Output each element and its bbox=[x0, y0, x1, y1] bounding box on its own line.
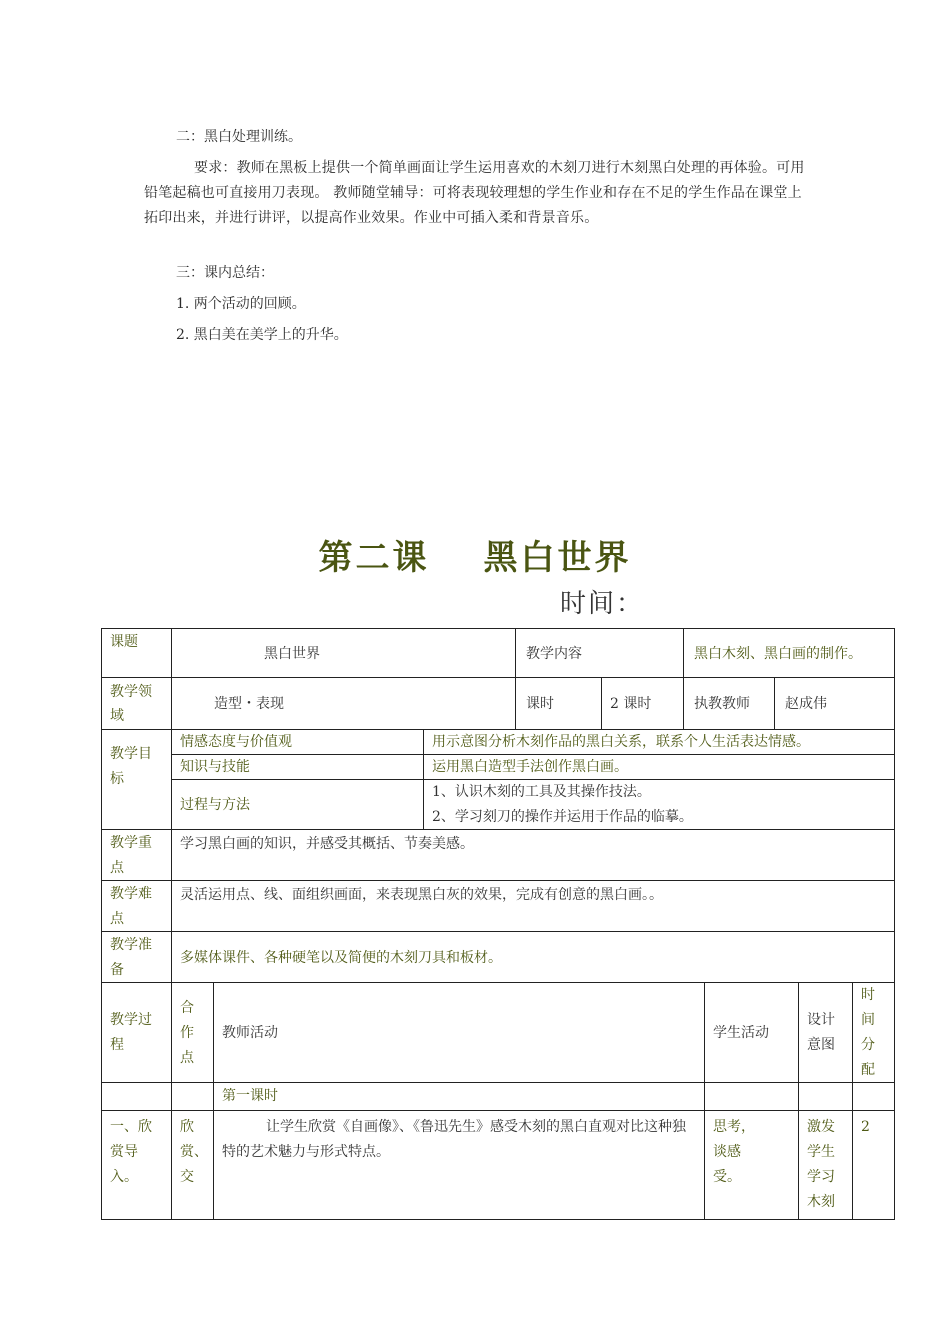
time-alloc-label: 时间分配 bbox=[852, 982, 895, 1083]
summary-item-1: 1. 两个活动的回顾。 bbox=[176, 296, 306, 312]
field-label: 教学领域 bbox=[101, 677, 172, 730]
goal-1-name: 情感态度与价值观 bbox=[171, 729, 424, 755]
lesson-title bbox=[0, 530, 950, 579]
goal-3-line-1: 1、认识木刻的工具及其操作技法。 bbox=[432, 784, 651, 800]
coop-label: 合作点 bbox=[171, 982, 214, 1083]
focus-label: 教学重点 bbox=[101, 829, 172, 881]
content-label: 教学内容 bbox=[515, 628, 684, 678]
empty-cell-4 bbox=[798, 1082, 853, 1111]
student-activity-label: 学生活动 bbox=[704, 982, 799, 1083]
topic-value: 黑白世界 bbox=[171, 628, 516, 678]
difficulty-label: 教学难点 bbox=[101, 880, 172, 932]
hours-value: 2 课时 bbox=[601, 677, 684, 730]
step-1-student-activity: 思考，谈感受。 bbox=[704, 1110, 799, 1220]
goal-2-name: 知识与技能 bbox=[171, 754, 424, 780]
empty-cell-1 bbox=[101, 1082, 172, 1111]
step-1-teacher-activity: 让学生欣赏《自画像》、《鲁迅先生》感受木刻的黑白直观对比这种独特的艺术魅力与形式特点。 bbox=[213, 1110, 705, 1220]
section-two-heading: 二：黑白处理训练。 bbox=[176, 129, 302, 145]
difficulty-value: 灵活运用点、线、面组织画面，来表现黑白灰的效果，完成有创意的黑白画。。 bbox=[171, 880, 895, 932]
prep-label: 教学准备 bbox=[101, 931, 172, 983]
field-value: 造型・表现 bbox=[171, 677, 516, 730]
teacher-value: 赵成伟 bbox=[774, 677, 895, 730]
goal-3-name: 过程与方法 bbox=[171, 779, 424, 830]
goal-1-value: 用示意图分析木刻作品的黑白关系，联系个人生活表达情感。 bbox=[423, 729, 895, 755]
step-1-coop: 欣赏、交 bbox=[171, 1110, 214, 1220]
topic-label: 课题 bbox=[101, 628, 172, 678]
empty-cell-2 bbox=[171, 1082, 214, 1111]
prep-value: 多媒体课件、各种硬笔以及简便的木刻刀具和板材。 bbox=[171, 931, 895, 983]
design-label: 设计意图 bbox=[798, 982, 853, 1083]
lesson-number: 第二课 bbox=[318, 538, 430, 578]
step-1-label: 一、欣赏导入。 bbox=[101, 1110, 172, 1220]
summary-item-2: 2. 黑白美在美学上的升华。 bbox=[176, 327, 348, 343]
lesson-name: 黑白世界 bbox=[483, 538, 632, 578]
step-1-time: 2 bbox=[852, 1110, 895, 1220]
first-period-label: 第一课时 bbox=[213, 1082, 705, 1111]
hours-label: 课时 bbox=[515, 677, 602, 730]
empty-cell-5 bbox=[852, 1082, 895, 1111]
goals-label: 教学目标 bbox=[101, 729, 172, 830]
teacher-activity-label: 教师活动 bbox=[213, 982, 705, 1083]
focus-value: 学习黑白画的知识，并感受其概括、节奏美感。 bbox=[171, 829, 895, 881]
step-1-design: 激发学生学习木刻 bbox=[798, 1110, 853, 1220]
time-label: 时间： bbox=[560, 589, 645, 619]
requirement-paragraph: 要求：教师在黑板上提供一个简单画面让学生运用喜欢的木刻刀进行木刻黑白处理的再体验。可用铅笔起稿也可直接用刀表现。 教师随堂辅导：可将表现较理想的学生作业和存在不足的学生作品在课堂上拓印出来，并进行讲评，以提高作业效果。作业中可插入柔和背景音乐。 bbox=[144, 160, 805, 226]
empty-cell-3 bbox=[704, 1082, 799, 1111]
goal-3-line-2: 2、学习刻刀的操作并运用于作品的临摹。 bbox=[432, 809, 693, 825]
goal-3-value bbox=[423, 779, 895, 830]
teacher-label: 执教教师 bbox=[683, 677, 775, 730]
process-label: 教学过程 bbox=[101, 982, 172, 1083]
goal-2-value: 运用黑白造型手法创作黑白画。 bbox=[423, 754, 895, 780]
section-three-heading: 三：课内总结： bbox=[176, 265, 274, 281]
content-value: 黑白木刻、黑白画的制作。 bbox=[683, 628, 895, 678]
